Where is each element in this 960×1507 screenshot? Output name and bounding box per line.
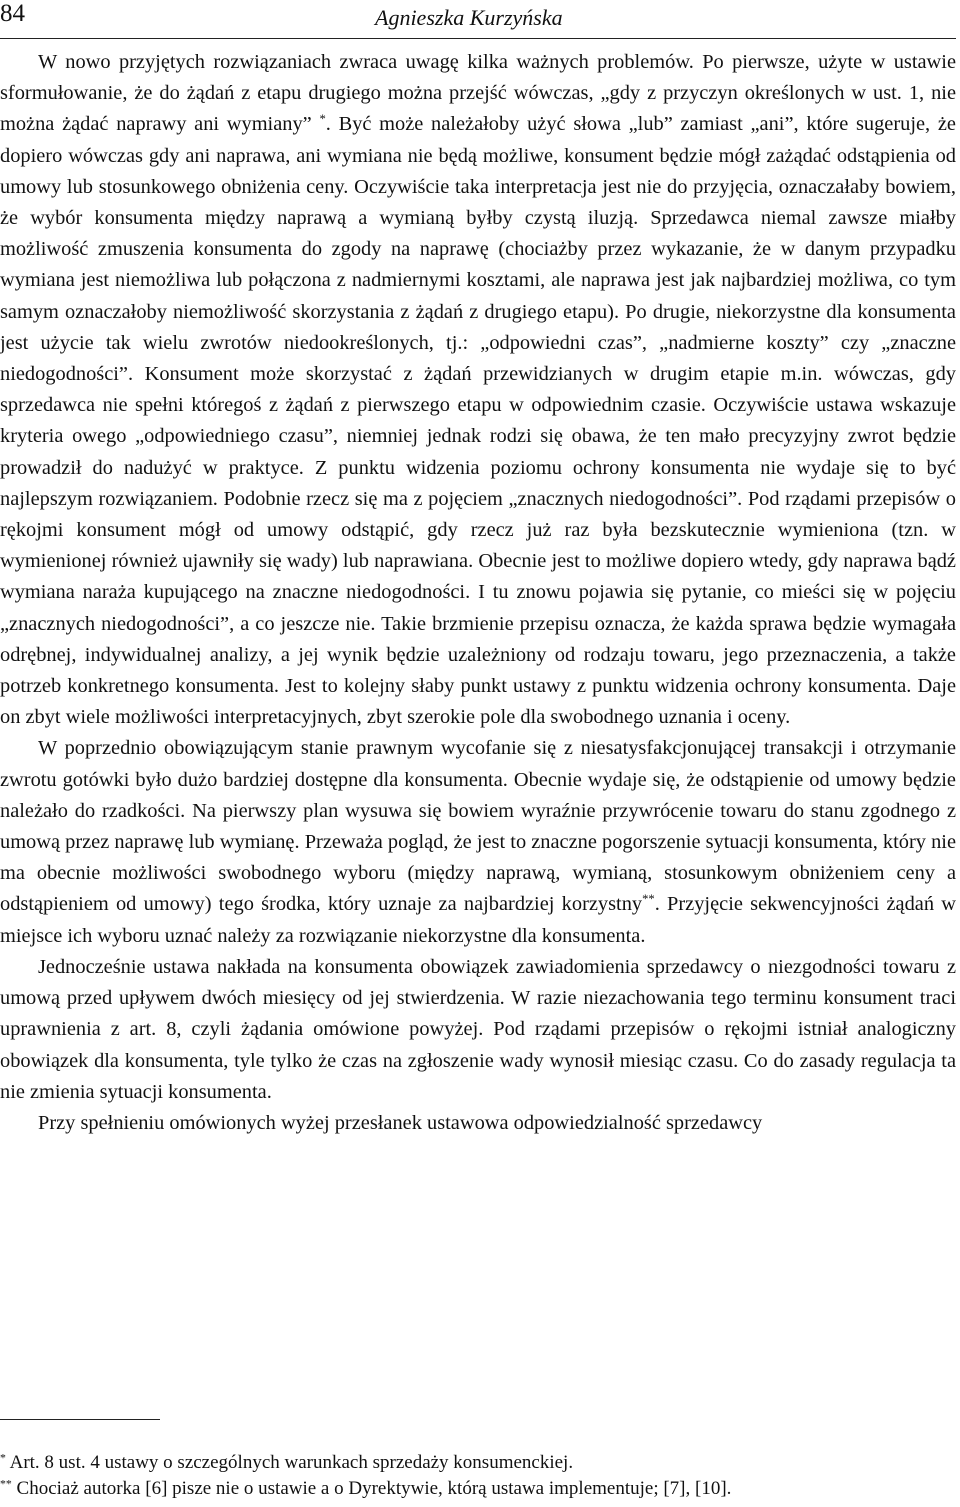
page-number: 84 [0, 0, 25, 27]
footnotes [0, 1450, 956, 1502]
footnote-2-marker: ** [0, 1477, 12, 1491]
body-text [0, 47, 956, 1139]
footnote-ref-2: ** [642, 892, 655, 907]
footnote-2 [0, 1476, 956, 1502]
paragraph-1-text-a: W nowo przyjętych rozwiązaniach zwraca uwagę kilka ważnych problemów. Po pierwsze, użyte w ustawie sformułowanie, że do żądań z etapu drugiego można przejść wówczas, „gdy z przyczyn określonych w ust. 1, nie można żądać naprawy ani wymiany” [0, 51, 956, 136]
running-head-author: Agnieszka Kurzyńska [375, 5, 563, 30]
paragraph-1 [0, 47, 956, 733]
paragraph-3: Jednocześnie ustawa nakłada na konsumenta obowiązek zawiadomienia sprzedawcy o niezgodności towaru z umową przed upływem dwóch miesięcy od jej stwierdzenia. W razie niezachowania tego terminu konsument traci uprawnienia z art. 8, czyli żądania omówione powyżej. Pod rządami przepisów o rękojmi istniał analogiczny obowiązek dla konsumenta, tyle tylko że czas na zgłoszenie wady wynosił miesiąc czasu. Co do zasady regulacja ta nie zmienia sytuacji konsumenta. [0, 955, 956, 1103]
paragraph-2-text-a: W poprzednio obowiązującym stanie prawnym wycofanie się z niesatysfakcjonującej transakcji i otrzymanie zwrotu gotówki było dużo bardziej dostępne dla konsumenta. Obecnie wydaje się, że odstąpienie od umowy będzie należało do rzadkości. Na pierwszy plan wysuwa się bowiem wyraźnie przywrócenie towaru do stanu zgodnego z umową przez naprawę lub wymianę. Przeważa pogląd, że jest to znaczne pogorszenie sytuacji konsumenta, który nie ma obecnie możliwości swobodnego wyboru (między naprawą, wymianą, stosunkowym obniżeniem ceny a odstąpieniem od umowy) tego środka, który uznaje za najbardziej korzystny [0, 737, 956, 916]
footnote-ref-1: * [319, 112, 326, 127]
footnote-divider [0, 1419, 160, 1420]
footnote-1 [0, 1450, 956, 1476]
paragraph-4: Przy spełnieniu omówionych wyżej przesłanek ustawowa odpowiedzialność sprzedawcy [38, 1111, 763, 1134]
paragraph-2-text-b: . Przyjęcie sekwencyjności żądań w miejsce ich wyboru uznać należy za rozwiązanie niekorzystne dla konsumenta. [0, 893, 956, 947]
paragraph-1-text-b: . Być może należałoby użyć słowa „lub” zamiast „ani”, które sugeruje, że dopiero wówczas gdy ani naprawa, ani wymiana nie będą możliwe, konsument będzie mógł zażądać odstąpienia od umowy lub stosunkowego obniżenia ceny. Oczywiście taka interpretacja jest nie do przyjęcia, oznaczałaby bowiem, że wybór konsumenta między naprawą a wymianą byłby czystą iluzją. Sprzedawca niemal zawsze miałby możliwość zmuszenia konsumenta do zgody na naprawę (chociażby przez wykazanie, że w danym przypadku wymiana jest niemożliwa lub połączona z nadmiernymi kosztami, ale naprawa jest jak najbardziej możliwa, co tym samym oznaczałoby niemożliwość skorzystania z żądań z drugiego etapu). Po drugie, niekorzystne dla konsumenta jest użycie tak wielu zwrotów niedookreślonych, tj.: „odpowiedni czas”, „nadmierne koszty” czy „znaczne niedogodności”. Konsument może skorzystać z żądań przewidzianych w drugim etapie m.in. wówczas, gdy sprzedawca nie spełni któregoś z żądań z pierwszego etapu w odpowiednim czasie. Oczywiście ustawa wskazuje kryteria owego „odpowiedniego czasu”, niemniej jednak rodzi się obawa, że ten mało precyzyjny zwrot będzie prowadził do nadużyć w praktyce. Z punktu widzenia poziomu ochrony konsumenta nie wydaje się to być najlepszym rozwiązaniem. Podobnie rzecz się ma z pojęciem „znacznych niedogodności”. Pod rządami przepisów o rękojmi konsument mógł od umowy odstąpić, gdy rzecz już raz była bezskutecznie wymieniona (tzn. w wymienionej również ujawniły się wady) lub naprawiana. Obecnie jest to możliwe dopiero wtedy, gdy naprawa bądź wymiana naraża kupującego na znaczne niedogodności. I tu znowu pojawia się pytanie, co mieści się w pojęciu „znacznych niedogodności”, a co jeszcze nie. Takie brzmienie przepisu oznacza, że każda sprawa będzie wymagała odrębnej, indywidualnej analizy, a jej wynik będzie uzależniony od rodzaju towaru, jego przeznaczenia, a także potrzeb konkretnego konsumenta. Jest to kolejny słaby punkt ustawy z punktu widzenia ochrony konsumenta. Daje on zbyt wiele możliwości interpretacyjnych, zbyt szerokie pole dla swobodnego uznania i oceny. [0, 113, 956, 729]
footnote-1-marker: * [0, 1451, 6, 1465]
paragraph-2 [0, 733, 956, 951]
footnote-2-text: Chociaż autorka [6] pisze nie o ustawie a o Dyrektywie, którą ustawa implementuje; [7], [10]. [11, 1478, 732, 1499]
footnote-1-text: Art. 8 ust. 4 ustawy o szczególnych warunkach sprzedaży konsumenckiej. [5, 1452, 574, 1473]
running-header [0, 0, 956, 39]
